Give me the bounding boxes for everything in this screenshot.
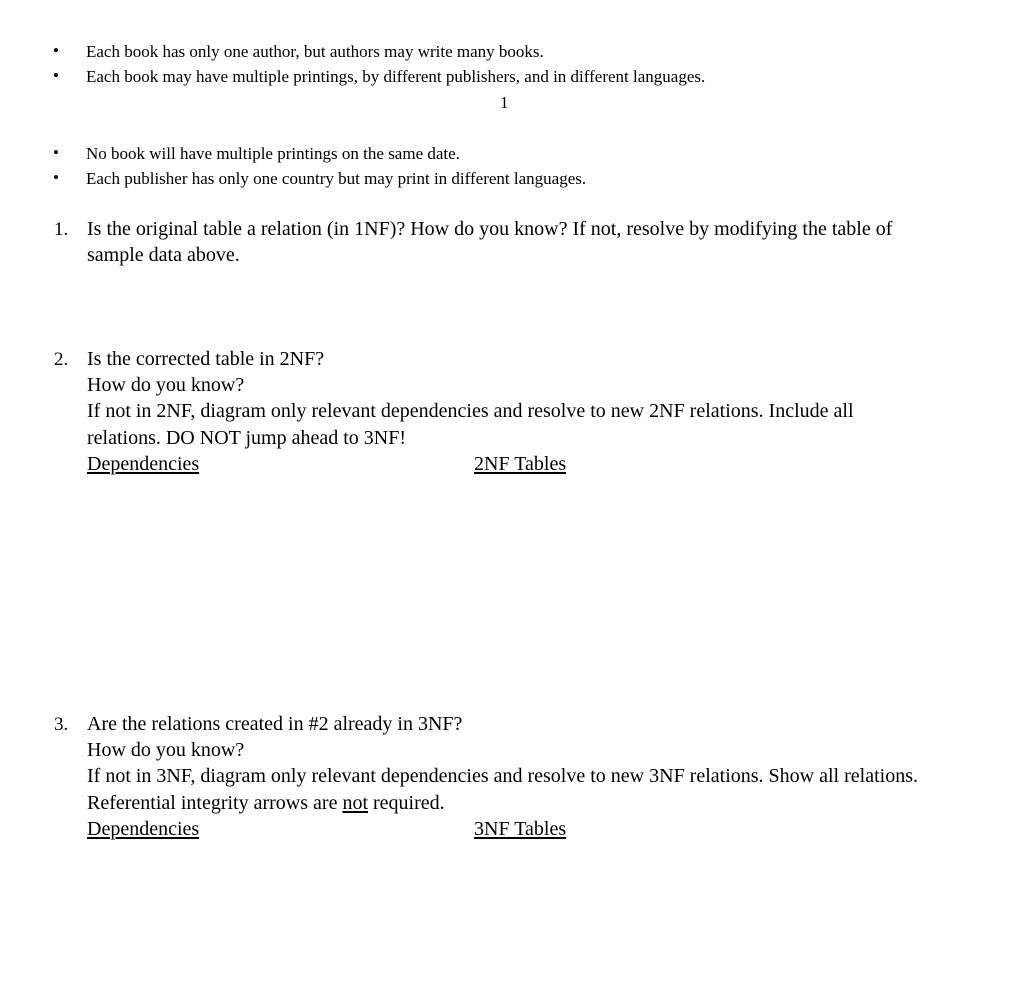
question-3-line-4-end: required. [368, 792, 445, 814]
question-1-number: 1. [54, 219, 69, 240]
rule-publisher-country: Each publisher has only one country but may print in different languages. [86, 169, 587, 188]
question-1-line-2: sample data above. [87, 244, 240, 266]
question-3-line-2: How do you know? [87, 739, 245, 761]
question-2-line-2: How do you know? [87, 374, 245, 396]
bullet-marker: • [53, 168, 59, 187]
question-3-line-3: If not in 3NF, diagram only relevant dependencies and resolve to new 3NF relations. Show all relations. [87, 765, 918, 787]
question-3-emphasis-not: not [342, 792, 369, 814]
question-1-line-1: Is the original table a relation (in 1NF)? How do you know? If not, resolve by modifying the table of [87, 218, 893, 240]
question-3-line-4-start: Referential integrity arrows are [87, 792, 343, 814]
rule-multiple-printings: Each book may have multiple printings, by different publishers, and in different languages. [86, 67, 706, 86]
question-3-line-1: Are the relations created in #2 already in 3NF? [87, 713, 463, 735]
question-2-line-1: Is the corrected table in 2NF? [87, 348, 325, 370]
page-number: 1 [500, 93, 509, 112]
rule-one-author: Each book has only one author, but authors may write many books. [86, 42, 544, 61]
question-2-number: 2. [54, 349, 69, 370]
question-3-tables-heading: 3NF Tables [474, 818, 567, 840]
question-2-tables-heading: 2NF Tables [474, 453, 567, 475]
question-3-number: 3. [54, 714, 69, 735]
question-2-dependencies-heading: Dependencies [87, 453, 200, 475]
question-3-line-4 [87, 792, 445, 815]
question-3-dependencies-heading: Dependencies [87, 818, 200, 840]
bullet-marker: • [53, 41, 59, 60]
bullet-marker: • [53, 143, 59, 162]
bullet-marker: • [53, 66, 59, 85]
question-2-line-3: If not in 2NF, diagram only relevant dependencies and resolve to new 2NF relations. Include all [87, 400, 854, 422]
question-2-line-4: relations. DO NOT jump ahead to 3NF! [87, 427, 407, 449]
rule-no-same-date: No book will have multiple printings on the same date. [86, 144, 460, 163]
